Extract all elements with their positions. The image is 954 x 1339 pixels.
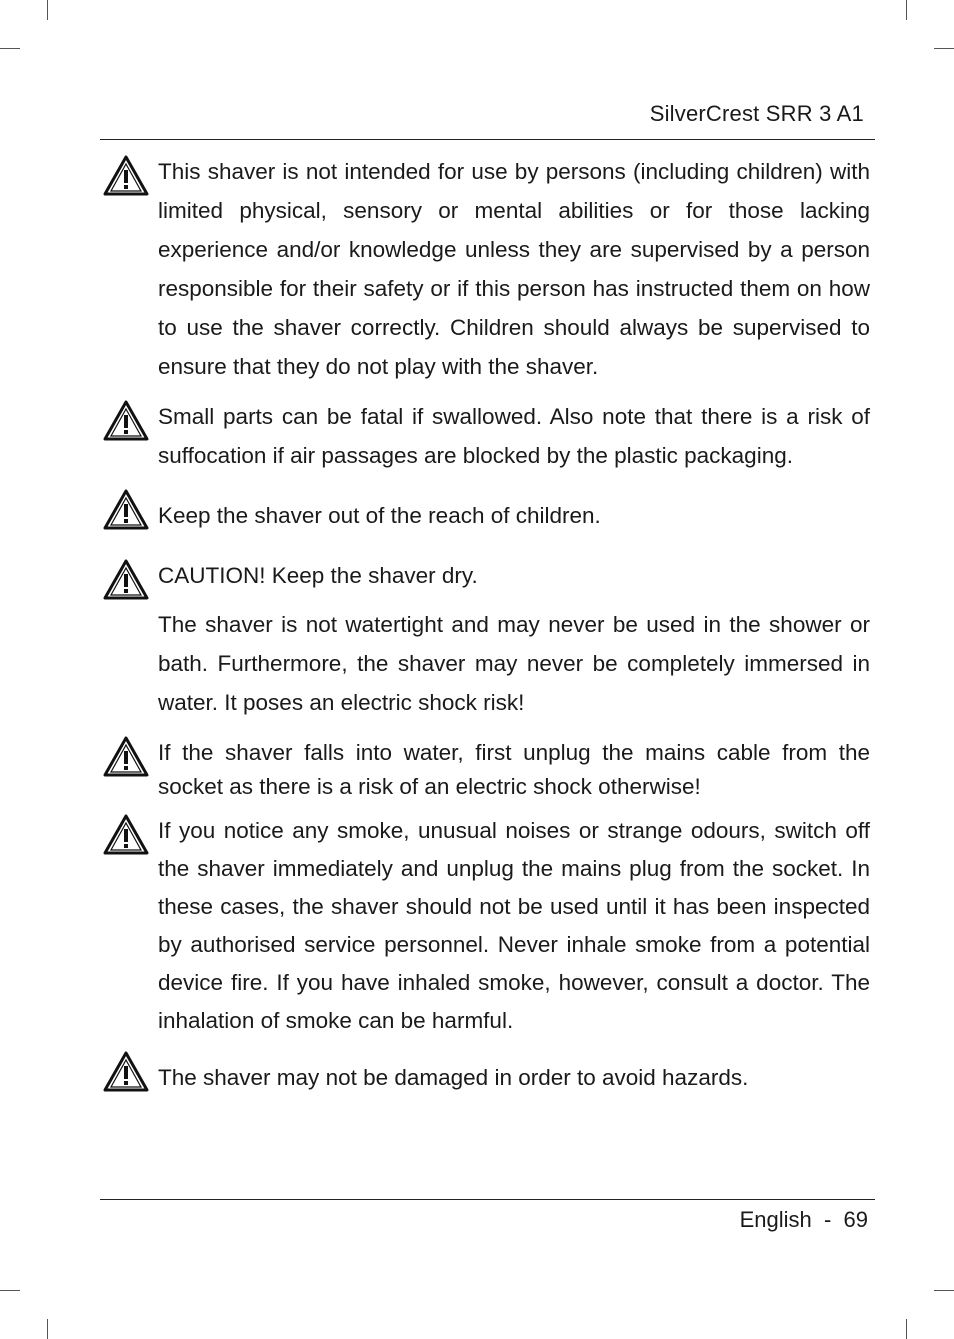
warning-paragraph: If you notice any smoke, unusual noises or strange odours, switch off the shaver immediately and unplug the mains plug from the socket. In these cases, the shaver should not be used until it has been inspected by authorised service personnel. Never inhale smoke from a potential device fire. If you have inhaled smoke, however, consult a doctor. The inhalation of smoke can be harmful.	[158, 818, 870, 1033]
crop-mark	[934, 1290, 954, 1291]
warning-triangle-icon	[103, 736, 149, 777]
caution-paragraph: The shaver is not watertight and may never be used in the shower or bath. Furthermore, the shaver may never be completely immersed in water. It poses an electric shock risk!	[158, 612, 870, 715]
footer-separator: -	[823, 1207, 832, 1232]
warning-paragraph: If the shaver falls into water, first unplug the mains cable from the socket as there is a risk of an electric shock otherwise!	[158, 740, 870, 799]
warning-triangle-icon	[103, 1051, 149, 1092]
warning-triangle-icon	[103, 400, 149, 441]
warning-paragraph: Small parts can be fatal if swallowed. Also note that there is a risk of suffocation if air passages are blocked by the plastic packaging.	[158, 404, 870, 468]
caution-heading: CAUTION! Keep the shaver dry.	[158, 563, 478, 588]
warning-paragraph: Keep the shaver out of the reach of children.	[158, 503, 601, 528]
warning-triangle-icon	[103, 814, 149, 855]
crop-mark	[906, 0, 907, 20]
warning-triangle-icon	[103, 155, 149, 196]
warning-paragraph: The shaver may not be damaged in order to avoid hazards.	[158, 1065, 749, 1090]
page-number: 69	[843, 1207, 868, 1232]
page-footer	[740, 1207, 868, 1233]
crop-mark	[934, 48, 954, 49]
footer-language: English	[739, 1207, 812, 1232]
footer-rule	[100, 1199, 875, 1200]
page-header-title: SilverCrest SRR 3 A1	[649, 101, 864, 126]
crop-mark	[906, 1319, 907, 1339]
crop-mark	[47, 0, 48, 20]
warning-paragraph: This shaver is not intended for use by persons (including children) with limited physical, sensory or mental abilities or for those lacking experience and/or knowledge unless they are supervised by a person responsible for their safety or if this person has instructed them on how to use the shaver correctly. Children should always be supervised to ensure that they do not play with the shaver.	[158, 159, 870, 379]
crop-mark	[47, 1319, 48, 1339]
crop-mark	[0, 48, 20, 49]
warning-triangle-icon	[103, 489, 149, 530]
warning-triangle-icon	[103, 559, 149, 600]
crop-mark	[0, 1290, 20, 1291]
header-rule	[100, 139, 875, 140]
